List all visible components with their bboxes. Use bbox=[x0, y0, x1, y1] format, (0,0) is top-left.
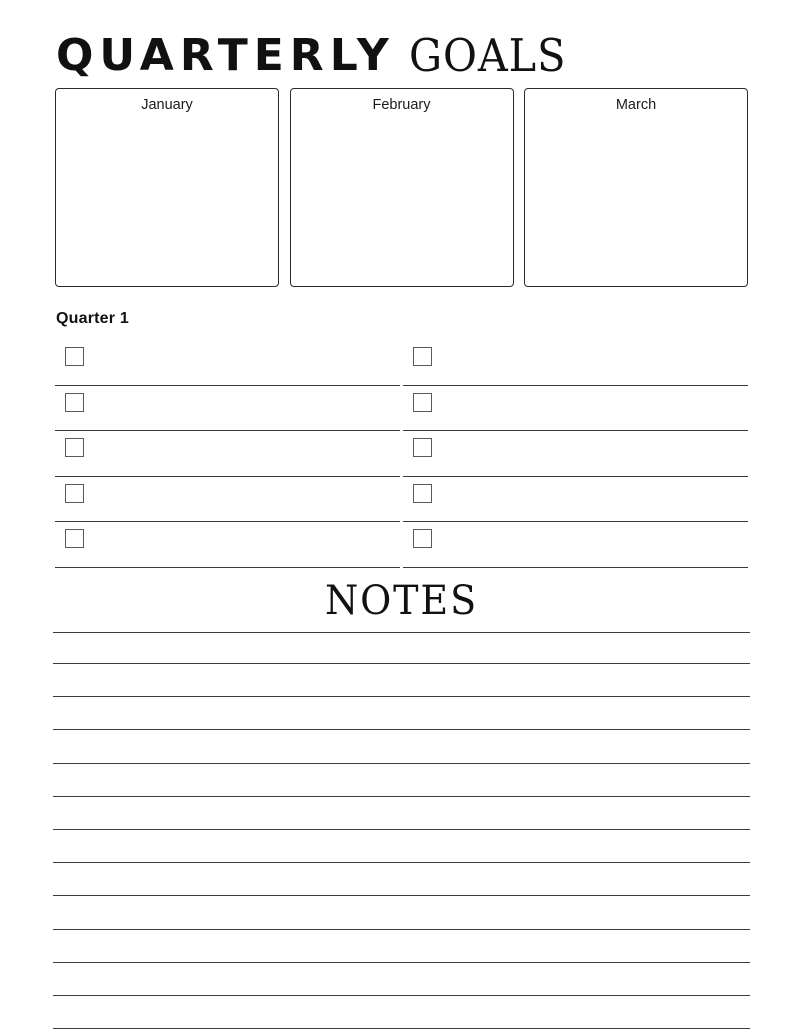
checklist-item[interactable] bbox=[403, 477, 748, 523]
note-line[interactable] bbox=[53, 963, 750, 996]
checklist-item[interactable] bbox=[55, 386, 400, 432]
checkbox-icon[interactable] bbox=[413, 484, 432, 503]
note-line[interactable] bbox=[53, 896, 750, 929]
note-line[interactable] bbox=[53, 664, 750, 697]
month-label: January bbox=[141, 97, 193, 113]
checkbox-icon[interactable] bbox=[413, 438, 432, 457]
note-line[interactable] bbox=[53, 797, 750, 830]
page-title bbox=[56, 20, 756, 82]
checklist-item[interactable] bbox=[403, 386, 748, 432]
note-line[interactable] bbox=[53, 930, 750, 963]
checkbox-icon[interactable] bbox=[65, 438, 84, 457]
note-line[interactable] bbox=[53, 730, 750, 763]
month-label: March bbox=[615, 97, 657, 113]
page-title-light: GOALS bbox=[408, 29, 567, 82]
note-line[interactable] bbox=[53, 764, 750, 797]
notes-lines bbox=[53, 632, 750, 1029]
checklist-item[interactable] bbox=[55, 431, 400, 477]
checklist-item[interactable] bbox=[55, 477, 400, 523]
checklist-item[interactable] bbox=[55, 340, 400, 386]
month-box-january[interactable] bbox=[55, 88, 279, 287]
month-box-february[interactable] bbox=[290, 88, 514, 287]
checklist-column-right bbox=[403, 340, 748, 568]
note-line[interactable] bbox=[53, 830, 750, 863]
note-line[interactable] bbox=[53, 697, 750, 730]
month-box-march[interactable] bbox=[524, 88, 748, 287]
checkbox-icon[interactable] bbox=[413, 529, 432, 548]
checklist-item[interactable] bbox=[403, 340, 748, 386]
month-boxes bbox=[55, 88, 748, 288]
checkbox-icon[interactable] bbox=[413, 347, 432, 366]
quarter-checklist bbox=[55, 340, 748, 568]
note-line[interactable] bbox=[53, 863, 750, 896]
checkbox-icon[interactable] bbox=[65, 393, 84, 412]
month-label: February bbox=[372, 97, 431, 113]
checkbox-icon[interactable] bbox=[413, 393, 432, 412]
note-line[interactable] bbox=[53, 632, 750, 664]
checklist-item[interactable] bbox=[403, 522, 748, 568]
checklist-item[interactable] bbox=[403, 431, 748, 477]
checkbox-icon[interactable] bbox=[65, 347, 84, 366]
checkbox-icon[interactable] bbox=[65, 484, 84, 503]
quarter-heading: Quarter 1 bbox=[56, 310, 129, 327]
checklist-item[interactable] bbox=[55, 522, 400, 568]
checkbox-icon[interactable] bbox=[65, 529, 84, 548]
notes-heading: NOTES bbox=[324, 578, 479, 624]
note-line[interactable] bbox=[53, 996, 750, 1029]
checklist-column-left bbox=[55, 340, 400, 568]
page-title-bold: QUARTERLY bbox=[56, 30, 395, 81]
